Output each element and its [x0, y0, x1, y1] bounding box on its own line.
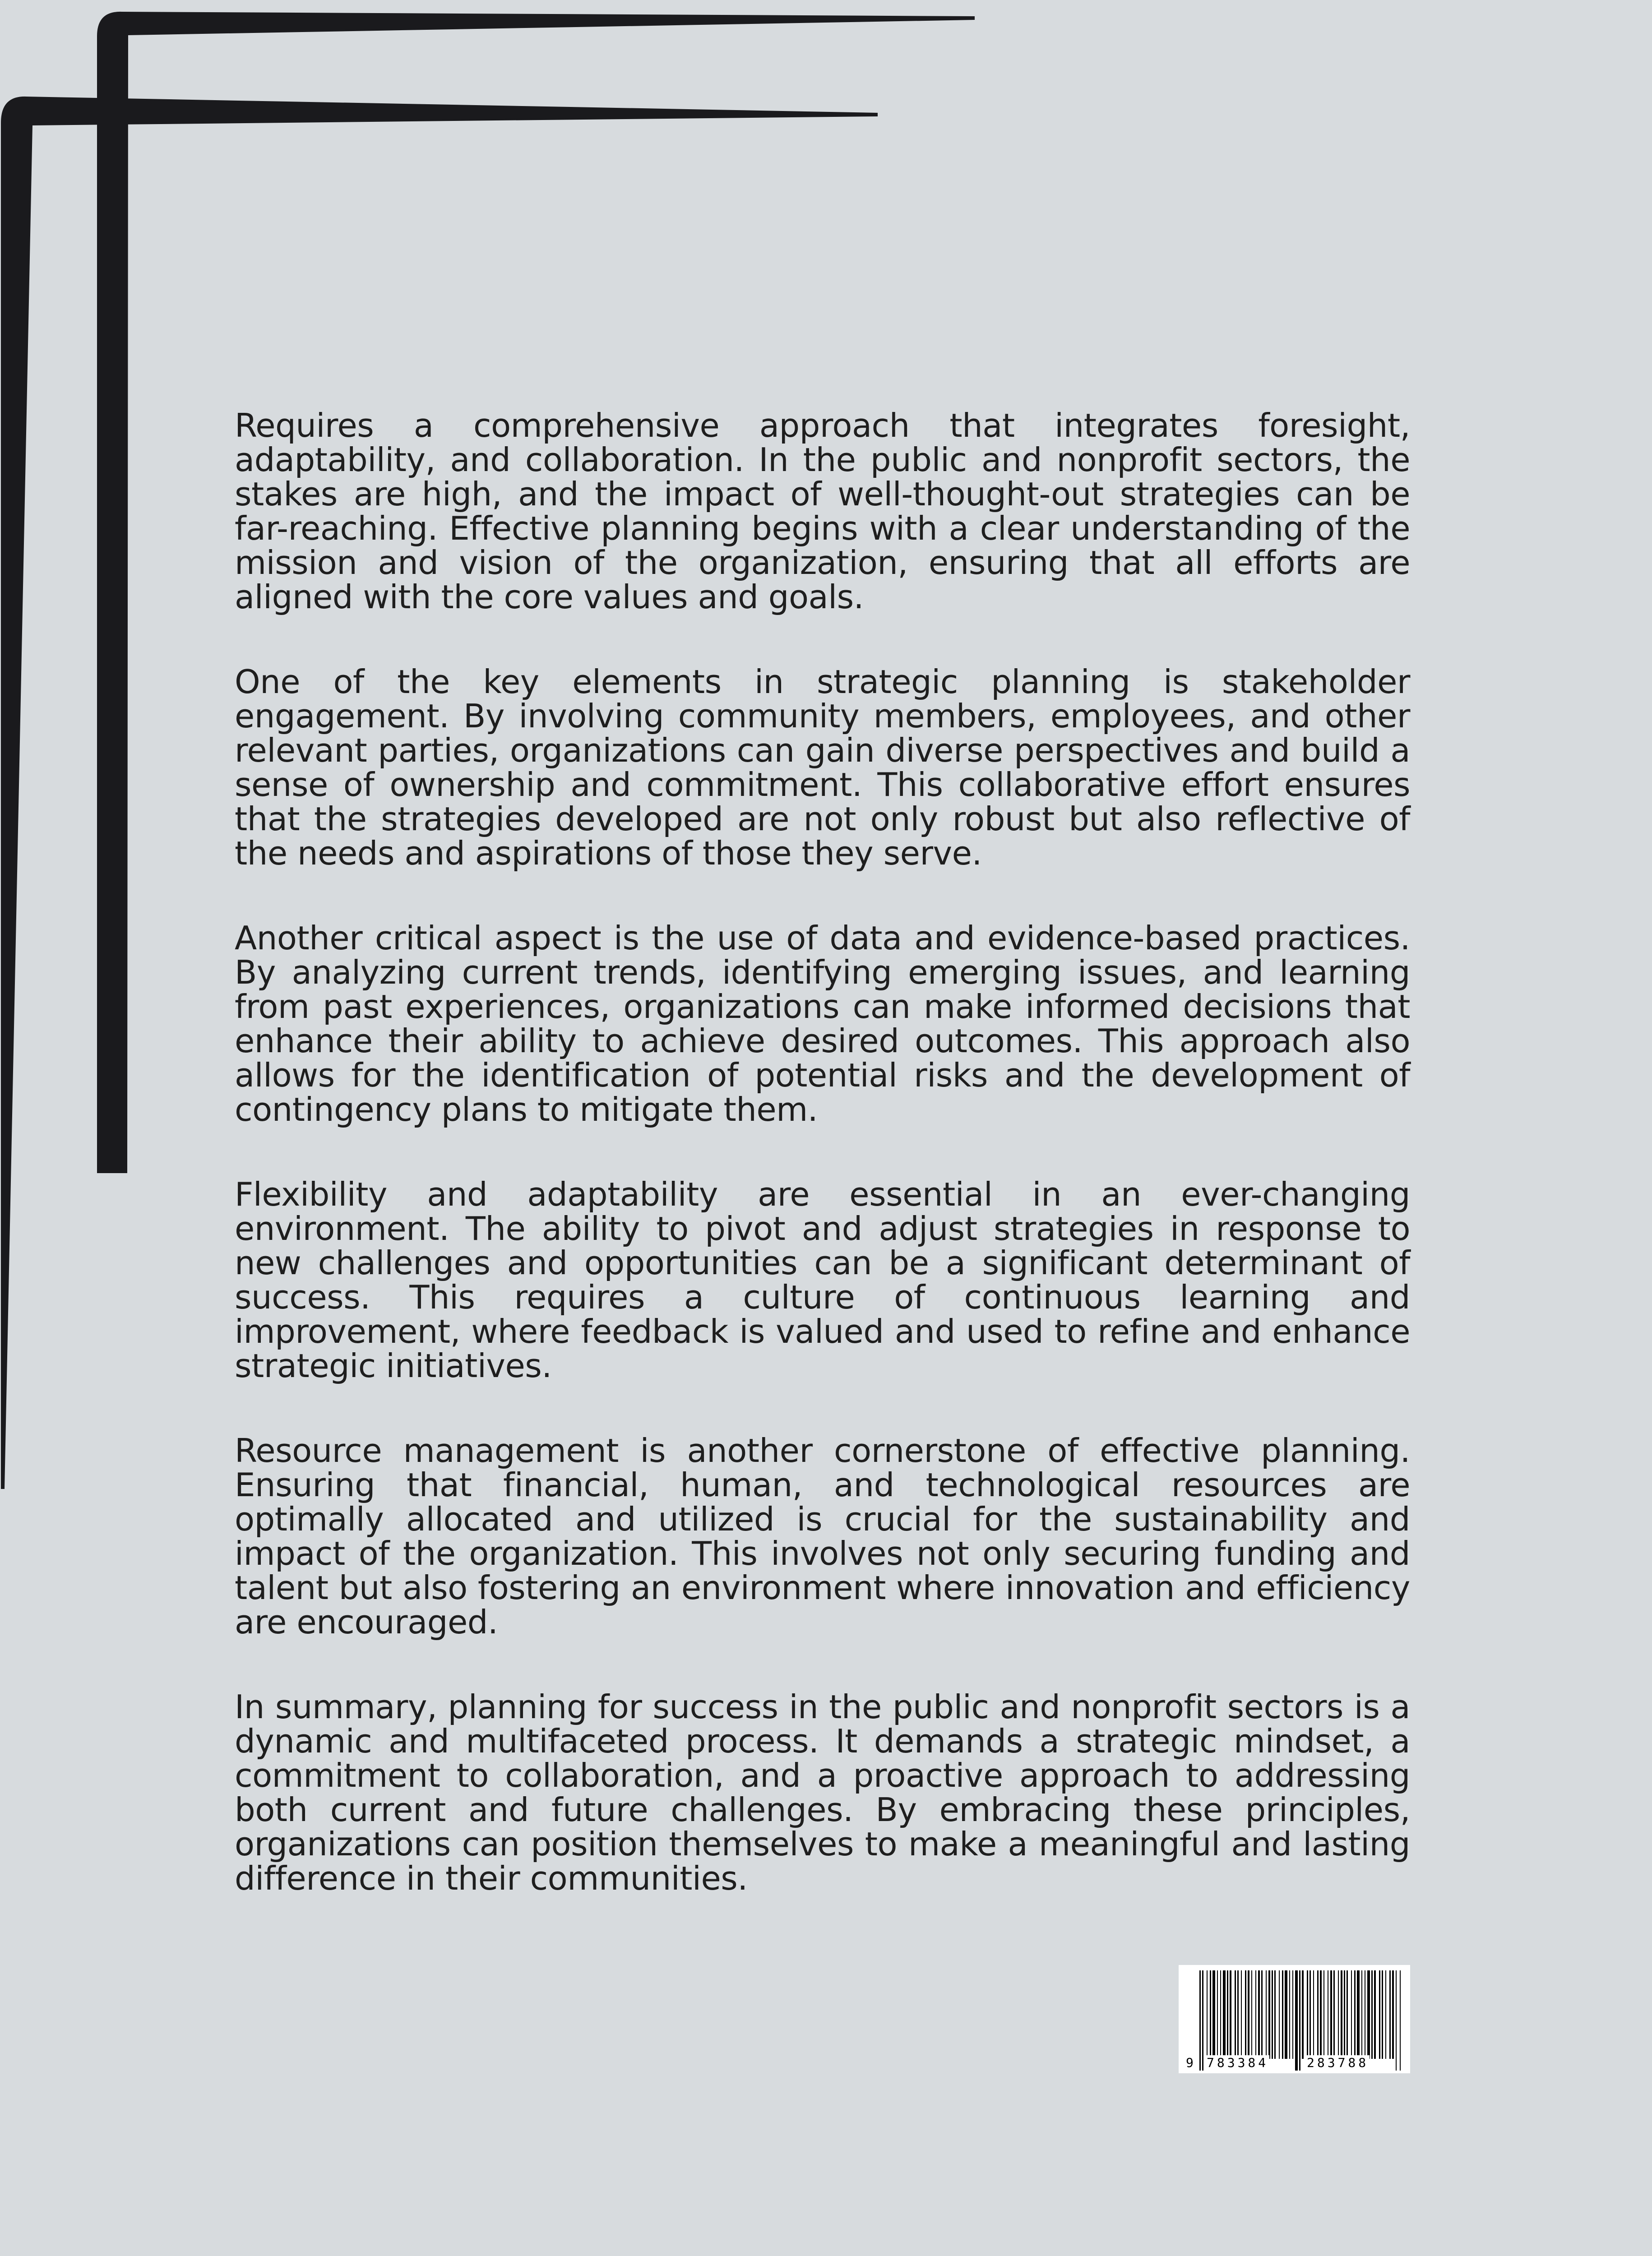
- barcode-digits: [1179, 2055, 1410, 2071]
- paragraph: Requires a comprehensive approach that integrates foresight, adaptability, and collaboration. In the public and nonprofit sectors, the stakes are high, and the impact of well-thought-out strategies can be far-reaching. Effective planning begins with a clear understanding of the mission and vision of the organization, ensuring that all efforts are aligned with the core values and goals.: [235, 407, 1410, 616]
- barcode-bar: [1292, 1970, 1293, 2059]
- barcode-bar: [1248, 1970, 1249, 2059]
- barcode-bar: [1251, 1970, 1252, 2059]
- barcode-first-digit: 9: [1186, 2055, 1194, 2070]
- barcode-bar: [1307, 1970, 1308, 2059]
- barcode-bar: [1212, 1970, 1215, 2059]
- barcode-bar: [1302, 1970, 1304, 2059]
- paragraph: Resource management is another cornerstone of effective planning. Ensuring that financial, human, and technological resources are optimally allocated and utilized is crucial for the sustainability and impact of the organization. This involves not only securing funding and talent but also fostering an environment where innovation and efficiency are encouraged.: [235, 1432, 1410, 1641]
- barcode-bar: [1274, 1970, 1276, 2059]
- barcode-bar: [1357, 1970, 1360, 2059]
- barcode-bar: [1261, 1970, 1263, 2059]
- barcode-bar: [1237, 1970, 1239, 2059]
- barcode-bar: [1367, 1970, 1370, 2059]
- barcode-bar: [1333, 1970, 1335, 2059]
- paragraph: Another critical aspect is the use of data and evidence-based practices. By analyzing current trends, identifying emerging issues, and learning from past experiences, organizations can make informed decisions that enhance their ability to achieve desired outcomes. This approach also allows for the identification of potential risks and the development of contingency plans to mitigate them.: [235, 919, 1410, 1128]
- barcode-bar: [1323, 1970, 1324, 2059]
- barcode-bar: [1279, 1970, 1280, 2059]
- isbn-barcode: [1179, 1965, 1410, 2073]
- barcode-bar: [1258, 1970, 1260, 2059]
- barcode-bar: [1227, 1970, 1228, 2059]
- barcode-bar: [1268, 1970, 1270, 2059]
- barcode-bar: [1207, 1970, 1208, 2059]
- paragraph: In summary, planning for success in the public and nonprofit sectors is a dynamic and multifaceted process. It demands a strategic mindset, a commitment to collaboration, and a proactive approach to addressing both current and future challenges. By embracing these principles, organizations can position themselves to make a meaningful and lasting difference in their communities.: [235, 1688, 1410, 1897]
- barcode-left-group: 783384: [1207, 2055, 1269, 2070]
- barcode-bar: [1320, 1970, 1322, 2059]
- barcode-bar: [1374, 1970, 1376, 2059]
- barcode-bar: [1389, 1970, 1391, 2059]
- barcode-bar: [1371, 1970, 1373, 2059]
- barcode-bar: [1341, 1970, 1342, 2059]
- barcode-bar: [1285, 1970, 1287, 2059]
- barcode-bar: [1223, 1970, 1226, 2059]
- barcode-bar: [1361, 1970, 1362, 2059]
- barcode-bar: [1210, 1970, 1211, 2059]
- barcode-bar: [1220, 1970, 1221, 2059]
- barcode-bar: [1241, 1970, 1242, 2059]
- barcode-bar: [1230, 1970, 1231, 2059]
- barcode-right-group: 283788: [1307, 2055, 1369, 2070]
- barcode-bar: [1313, 1970, 1314, 2059]
- barcode-bar: [1347, 1970, 1348, 2059]
- barcode-bar: [1235, 1970, 1236, 2059]
- barcode-bar: [1354, 1970, 1356, 2059]
- barcode-bar: [1392, 1970, 1394, 2059]
- barcode-bar: [1282, 1970, 1283, 2059]
- barcode-bar: [1272, 1970, 1273, 2059]
- barcode-bar: [1385, 1970, 1386, 2059]
- barcode-bar: [1245, 1970, 1246, 2059]
- barcode-bar: [1310, 1970, 1311, 2059]
- barcode-bar: [1382, 1970, 1383, 2059]
- paragraph: One of the key elements in strategic planning is stakeholder engagement. By involving community members, employees, and other relevant parties, organizations can gain diverse perspectives and build a sense of ownership and commitment. This collaborative effort ensures that the strategies developed are not only robust but also reflective of the needs and aspirations of those they serve.: [235, 663, 1410, 872]
- barcode-bar: [1379, 1970, 1380, 2059]
- barcode-bar: [1217, 1970, 1218, 2059]
- barcode-bar: [1351, 1970, 1352, 2059]
- paragraph: Flexibility and adaptability are essential in an ever-changing environment. The ability to pivot and adjust strategies in response to new challenges and opportunities can be a significant determinant of success. This requires a culture of continuous learning and improvement, where feedback is valued and used to refine and enhance strategic initiatives.: [235, 1175, 1410, 1385]
- barcode-bar: [1255, 1970, 1256, 2059]
- back-cover-text: [235, 408, 1410, 1946]
- barcode-bar: [1289, 1970, 1290, 2059]
- barcode-bar: [1266, 1970, 1267, 2059]
- barcode-bar: [1317, 1970, 1319, 2059]
- barcode-bar: [1338, 1970, 1339, 2059]
- barcode-bar: [1344, 1970, 1345, 2059]
- barcode-bar: [1330, 1970, 1332, 2059]
